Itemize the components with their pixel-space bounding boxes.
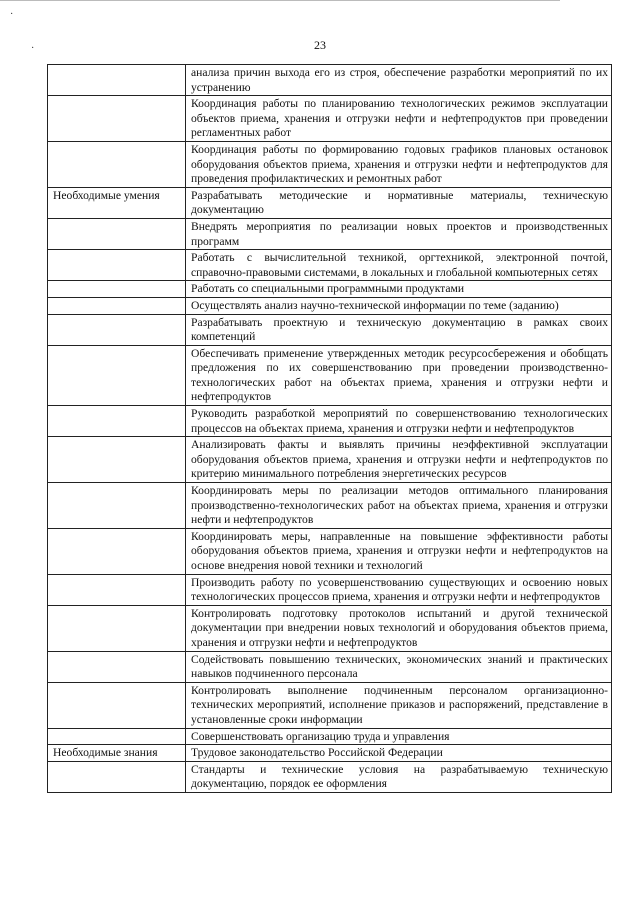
- row-description: Разрабатывать проектную и техническую документацию в рамках своих компетенций: [186, 314, 612, 345]
- table-row: [48, 281, 612, 298]
- row-description: Внедрять мероприятия по реализации новых проектов и производственных программ: [186, 218, 612, 249]
- table-row: [48, 96, 612, 142]
- table-row: [48, 250, 612, 281]
- table-row: [48, 605, 612, 651]
- table-row: [48, 437, 612, 483]
- table-row: [48, 483, 612, 529]
- table-row: [48, 406, 612, 437]
- table-row: [48, 728, 612, 745]
- row-category-label: [48, 574, 186, 605]
- table-row: [48, 528, 612, 574]
- row-description: Обеспечивать применение утвержденных методик ресурсосбережения и обобщать предложения по их совершенствованию при проведении производственно-технологических работ на объектах приема, хранения и отгрузки нефти и нефтепродуктов: [186, 345, 612, 405]
- scan-edge-line: [0, 0, 560, 1]
- row-category-label: [48, 281, 186, 298]
- table-row: [48, 297, 612, 314]
- row-description: Координировать меры по реализации методов оптимального планирования производственно-технологических работ на объектах приема, хранения и отгрузки нефти и нефтепродуктов: [186, 483, 612, 529]
- scan-mark: ·: [31, 43, 35, 54]
- row-description: Содействовать повышению технических, экономических знаний и практических навыков подчиненного персонала: [186, 651, 612, 682]
- row-category-label: [48, 345, 186, 405]
- table-row: [48, 745, 612, 762]
- table-row: [48, 218, 612, 249]
- row-description: Стандарты и технические условия на разрабатываемую техническую документацию, порядок ее оформления: [186, 761, 612, 792]
- row-category-label: [48, 682, 186, 728]
- table-row: [48, 65, 612, 96]
- row-description: Анализировать факты и выявлять причины неэффективной эксплуатации оборудования объектов приема, хранения и отгрузки нефти и нефтепродуктов по критерию минимального потребления энергетических ресурсов: [186, 437, 612, 483]
- table-row: [48, 651, 612, 682]
- row-category-label: [48, 651, 186, 682]
- row-description: Трудовое законодательство Российской Федерации: [186, 745, 612, 762]
- table-row: [48, 761, 612, 792]
- row-category-label: [48, 218, 186, 249]
- row-category-label: [48, 437, 186, 483]
- row-category-label: [48, 605, 186, 651]
- row-description: Руководить разработкой мероприятий по совершенствованию технологических процессов на объектах приема, хранения и отгрузки нефти и нефтепродуктов: [186, 406, 612, 437]
- row-description: Совершенствовать организацию труда и управления: [186, 728, 612, 745]
- row-category-label: [48, 406, 186, 437]
- qualification-table: [47, 64, 612, 793]
- scan-mark: ·: [10, 9, 14, 20]
- row-description: Осуществлять анализ научно-технической информации по теме (заданию): [186, 297, 612, 314]
- row-category-label: [48, 483, 186, 529]
- table-row: [48, 314, 612, 345]
- row-description: Контролировать подготовку протоколов испытаний и другой технической документации при внедрении новых технологий и оборудования объектов приема, хранения и отгрузки нефти и нефтепродуктов: [186, 605, 612, 651]
- row-description: Координация работы по планированию технологических режимов эксплуатации объектов приема, хранения и отгрузки нефти и нефтепродуктов при проведении регламентных работ: [186, 96, 612, 142]
- row-category-label: Необходимые умения: [48, 187, 186, 218]
- row-category-label: [48, 528, 186, 574]
- row-category-label: [48, 250, 186, 281]
- row-description: Координировать меры, направленные на повышение эффективности работы оборудования объектов приема, хранения и отгрузки нефти и нефтепродуктов на основе внедрения новой техники и технологий: [186, 528, 612, 574]
- row-category-label: Необходимые знания: [48, 745, 186, 762]
- table-row: [48, 187, 612, 218]
- row-description: Работать со специальными программными продуктами: [186, 281, 612, 298]
- row-description: Координация работы по формированию годовых графиков плановых остановок оборудования объектов приема, хранения и отгрузки нефти и нефтепродуктов для проведения профилактических и ремонтных работ: [186, 141, 612, 187]
- row-category-label: [48, 141, 186, 187]
- page-number: 23: [314, 38, 326, 52]
- row-description: Работать с вычислительной техникой, оргтехникой, электронной почтой, справочно-правовыми системами, в локальных и глобальной компьютерных сетях: [186, 250, 612, 281]
- row-category-label: [48, 96, 186, 142]
- table-row: [48, 141, 612, 187]
- table-row: [48, 682, 612, 728]
- row-category-label: [48, 728, 186, 745]
- table-row: [48, 574, 612, 605]
- row-description: анализа причин выхода его из строя, обеспечение разработки мероприятий по их устранению: [186, 65, 612, 96]
- row-category-label: [48, 761, 186, 792]
- table-row: [48, 345, 612, 405]
- row-description: Разрабатывать методические и нормативные материалы, техническую документацию: [186, 187, 612, 218]
- table-body: [48, 65, 612, 793]
- row-category-label: [48, 314, 186, 345]
- row-category-label: [48, 297, 186, 314]
- row-description: Производить работу по усовершенствованию существующих и освоению новых технологических процессов приема, хранения и отгрузки нефти и нефтепродуктов: [186, 574, 612, 605]
- row-category-label: [48, 65, 186, 96]
- row-description: Контролировать выполнение подчиненным персоналом организационно-технических мероприятий, исполнение приказов и распоряжений, представление в установленные сроки информации: [186, 682, 612, 728]
